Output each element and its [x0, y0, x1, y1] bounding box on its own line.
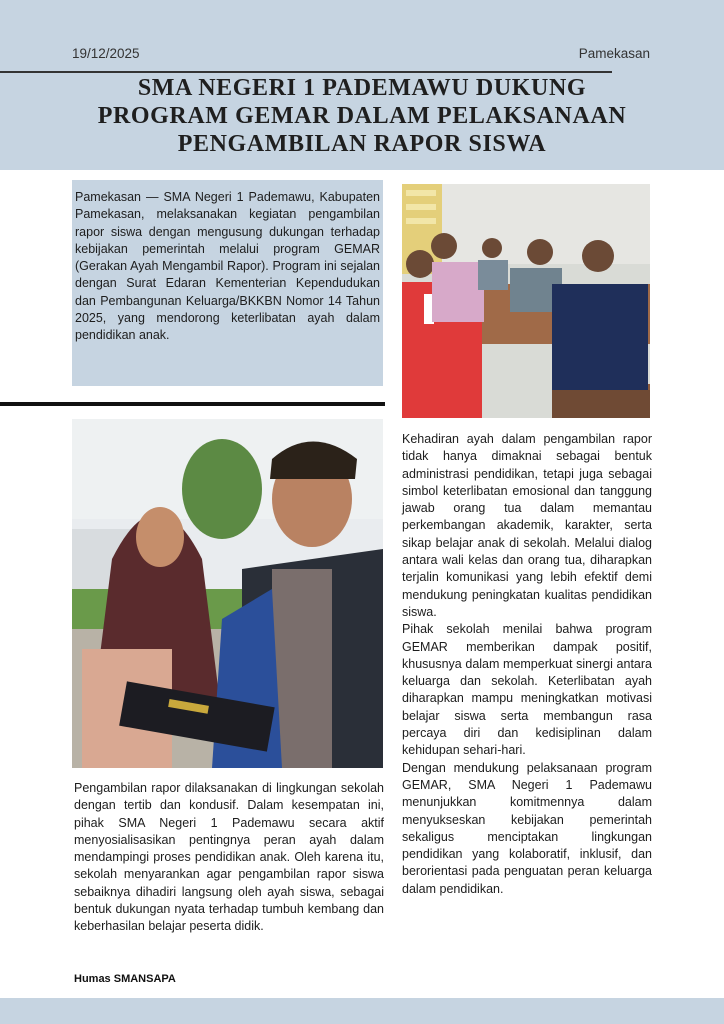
classroom-photo — [402, 184, 650, 418]
father-daughter-photo — [72, 419, 383, 768]
right-paragraph-2: Pihak sekolah menilai bahwa program GEMAR memberikan dampak positif, khususnya dalam memperkuat sinergi antara keluarga dan sekolah. Keterlibatan ayah diharapkan mampu meningkatkan motivasi belajar siswa serta membangun rasa percaya diri dan kedisiplinan dalam kehidupan sehari-hari. — [402, 622, 652, 758]
header-rule — [0, 71, 612, 73]
headline-line-2: PROGRAM GEMAR DALAM PELAKSANAAN — [97, 103, 627, 129]
right-paragraph-3: Dengan mendukung pelaksanaan program GEMAR, SMA Negeri 1 Pademawu menunjukkan komitmennya dalam menyukseskan kebijakan pemerintah sekaligus menciptakan lingkungan pendidikan yang kolaboratif, inklusif, dan berorientasi pada penguatan peran keluarga dalam pendidikan. — [402, 760, 652, 896]
intro-box — [72, 180, 383, 386]
section-divider — [0, 402, 385, 406]
footer-band — [0, 998, 724, 1024]
location-label: Pamekasan — [578, 46, 650, 61]
intro-paragraph: Pamekasan — SMA Negeri 1 Pademawu, Kabupaten Pamekasan, melaksanakan kegiatan pengambilan rapor siswa dengan mengusung dukungan terhadap kebijakan pemerintah melalui program GEMAR (Gerakan Ayah Mengambil Rapor). Program ini sejalan dengan Surat Edaran Kementerian Kependudukan dan Pembangunan Keluarga/BKKBN Nomor 14 Tahun 2025, yang mendorong keterlibatan ayah dalam pendidikan anak. — [75, 190, 380, 343]
headline — [62, 74, 662, 158]
byline: Humas SMANSAPA — [74, 973, 176, 985]
left-column-text — [74, 780, 384, 936]
publish-date: 19/12/2025 — [72, 46, 140, 61]
left-paragraph: Pengambilan rapor dilaksanakan di lingkungan sekolah dengan tertib dan kondusif. Dalam kesempatan ini, pihak SMA Negeri 1 Pademawu secara aktif menyosialisasikan pentingnya peran ayah dalam mendampingi proses pendidikan anak. Oleh karena itu, sekolah menyarankan agar pengambilan rapor siswa sebaiknya dihadiri langsung oleh ayah siswa, sebagai bentuk dukungan nyata terhadap tumbuh kembang dan keberhasilan belajar peserta didik. — [74, 781, 384, 934]
headline-line-1: SMA NEGERI 1 PADEMAWU DUKUNG — [137, 75, 587, 101]
right-column-text — [402, 431, 652, 898]
right-paragraph-1: Kehadiran ayah dalam pengambilan rapor tidak hanya dimaknai sebagai bentuk administrasi pendidikan, tetapi juga sebagai simbol keterlibatan emosional dan tanggung jawab orang tua dalam memantau perkembangan akademik, karakter, serta sikap belajar anak di sekolah. Melalui dialog antara wali kelas dan orang tua, diharapkan terjalin komunikasi yang lebih efektif demi mendukung peningkatan kualitas pendidikan siswa. — [402, 432, 652, 619]
headline-line-3: PENGAMBILAN RAPOR SISWA — [177, 131, 547, 157]
